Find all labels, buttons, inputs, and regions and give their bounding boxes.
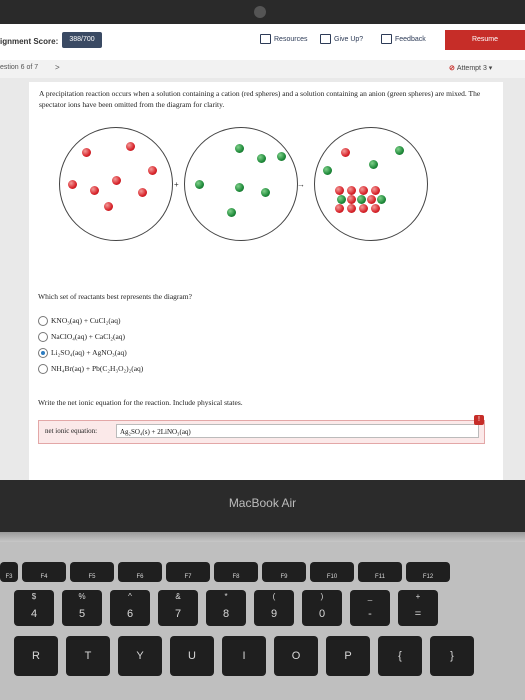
- key-label: 4: [30, 608, 38, 620]
- anion-sphere: [395, 146, 404, 155]
- key-label: F12: [422, 574, 434, 580]
- cation-sphere: [90, 186, 99, 195]
- key-label: F5: [88, 574, 96, 580]
- key-shift-label: ): [320, 592, 324, 601]
- key-label: 5: [78, 608, 86, 620]
- reactant-option[interactable]: [38, 331, 125, 343]
- key-f7[interactable]: [166, 562, 210, 582]
- radio-button-selected[interactable]: [38, 348, 48, 358]
- key-label: F11: [375, 574, 385, 580]
- key-label: F4: [40, 574, 48, 580]
- precipitate-anion: [357, 195, 366, 204]
- key-f6[interactable]: [118, 562, 162, 582]
- score-value: 388/700: [62, 32, 102, 48]
- key-t[interactable]: [66, 636, 110, 676]
- key-y[interactable]: [118, 636, 162, 676]
- laptop-bezel-top: [0, 0, 525, 24]
- feedback-icon: [381, 34, 392, 44]
- key-label: 8: [222, 608, 230, 620]
- cation-sphere: [148, 166, 157, 175]
- key-label: U: [188, 650, 196, 662]
- feedback-label: Feedback: [395, 36, 426, 43]
- key-label: F7: [184, 574, 192, 580]
- cation-sphere: [138, 188, 147, 197]
- give-up-label: Give Up?: [334, 36, 364, 43]
- key-label: F3: [5, 574, 13, 580]
- key-label: O: [291, 650, 301, 662]
- key-f4[interactable]: [22, 562, 66, 582]
- answer-label: net ionic equation:: [45, 427, 98, 435]
- reactant-option[interactable]: [38, 363, 143, 375]
- key-label: F9: [280, 574, 288, 580]
- book-icon: [260, 34, 271, 44]
- question-nav-bar: [0, 60, 525, 78]
- precipitate-cation: [359, 186, 368, 195]
- resources-button[interactable]: [260, 33, 307, 47]
- precipitate-cation: [347, 186, 356, 195]
- key-label: P: [344, 650, 352, 662]
- radio-button[interactable]: [38, 316, 48, 326]
- part2-question: Write the net ionic equation for the reaction. Include physical states.: [38, 398, 243, 407]
- precipitate-cation: [335, 186, 344, 195]
- reaction-arrow: →: [297, 180, 305, 189]
- anion-sphere: [277, 152, 286, 161]
- reactant-option[interactable]: [38, 315, 120, 327]
- top-bar: [0, 24, 525, 61]
- keyboard: [0, 542, 525, 700]
- anion-sphere: [261, 188, 270, 197]
- precipitate-cation: [347, 195, 356, 204]
- key-u[interactable]: [170, 636, 214, 676]
- key-f10[interactable]: [310, 562, 354, 582]
- key-label: R: [32, 650, 40, 662]
- plus-sign: +: [174, 180, 179, 189]
- feedback-button[interactable]: [381, 33, 426, 47]
- option-label: Li₂SO₄(aq) + AgNO₃(aq): [51, 348, 127, 357]
- attempt-label: Attempt 3: [456, 65, 487, 72]
- key-label: F8: [232, 574, 240, 580]
- anion-beaker: [184, 127, 298, 241]
- precipitate-anion: [337, 195, 346, 204]
- no-entry-icon: ⊘: [449, 65, 455, 72]
- option-label: NH₄Br(aq) + Pb(C₂H₃O₂)₂(aq): [51, 364, 144, 373]
- product-beaker: [314, 127, 428, 241]
- key-f12[interactable]: [406, 562, 450, 582]
- key-label: 0: [318, 608, 326, 620]
- precipitate-cation: [367, 195, 376, 204]
- question-prompt: A precipitation reaction occurs when a solution containing a cation (red spheres) and a solution containing an anion (green spheres) are mixed. The spectator ions have been omitted from the diagram for clarity.: [39, 89, 481, 109]
- attempt-dropdown[interactable]: ⊘ Attempt 3 ▾: [449, 65, 493, 72]
- precipitate-cation: [371, 204, 380, 213]
- key-label: T: [84, 650, 92, 662]
- part1-question: Which set of reactants best represents the diagram?: [38, 292, 192, 301]
- resume-button[interactable]: Resume: [445, 30, 525, 50]
- anion-sphere: [235, 144, 244, 153]
- cation-beaker: [59, 127, 173, 241]
- error-icon: !: [474, 415, 484, 425]
- key-shift-label: $: [31, 592, 37, 601]
- key-label: F10: [326, 574, 338, 580]
- key-label: F6: [136, 574, 144, 580]
- key-left-bracket[interactable]: [378, 636, 422, 676]
- anion-sphere: [369, 160, 378, 169]
- flag-icon: [320, 34, 331, 44]
- key-shift-label: %: [78, 592, 86, 601]
- key-f3[interactable]: [0, 562, 18, 582]
- key-f11[interactable]: [358, 562, 402, 582]
- anion-sphere: [195, 180, 204, 189]
- key-4[interactable]: [14, 590, 54, 626]
- answer-area: [38, 420, 485, 444]
- score-label: ignment Score:: [0, 37, 59, 46]
- key-p[interactable]: [326, 636, 370, 676]
- laptop-brand: MacBook Air: [228, 496, 297, 510]
- key-label: 6: [126, 608, 134, 620]
- cation-sphere: [68, 180, 77, 189]
- key-label: =: [414, 608, 422, 620]
- key-shift-label: &: [175, 592, 181, 601]
- anion-sphere: [235, 183, 244, 192]
- precipitate-anion: [377, 195, 386, 204]
- key-label: }: [450, 650, 454, 662]
- precipitate-cation: [359, 204, 368, 213]
- cation-sphere: [82, 148, 91, 157]
- key-7[interactable]: [158, 590, 198, 626]
- anion-sphere: [323, 166, 332, 175]
- key-label: Y: [136, 650, 144, 662]
- camera-icon: [254, 6, 266, 18]
- net-ionic-equation-input[interactable]: Ag₂SO₄(s) + 2LiNO₃(aq): [116, 424, 479, 438]
- cation-sphere: [126, 142, 135, 151]
- anion-sphere: [227, 208, 236, 217]
- key-9[interactable]: [254, 590, 294, 626]
- key-shift-label: *: [224, 592, 228, 601]
- screen: [0, 24, 525, 480]
- cation-sphere: [341, 148, 350, 157]
- key-equals[interactable]: [398, 590, 438, 626]
- question-panel: [29, 82, 503, 480]
- precipitate-cation: [371, 186, 380, 195]
- key-shift-label: ^: [128, 592, 132, 601]
- key-i[interactable]: [222, 636, 266, 676]
- key-5[interactable]: [62, 590, 102, 626]
- precipitate-cation: [335, 204, 344, 213]
- key-f5[interactable]: [70, 562, 114, 582]
- key-label: I: [242, 650, 246, 662]
- laptop-hinge: [0, 532, 525, 542]
- radio-button[interactable]: [38, 364, 48, 374]
- key-shift-label: (: [272, 592, 276, 601]
- key-label: {: [398, 650, 402, 662]
- key-8[interactable]: [206, 590, 246, 626]
- option-label: KNO₃(aq) + CuCl₂(aq): [51, 316, 121, 325]
- key-shift-label: _: [367, 592, 373, 601]
- resources-label: Resources: [274, 36, 308, 43]
- key-minus[interactable]: [350, 590, 390, 626]
- give-up-button[interactable]: [320, 33, 363, 47]
- question-number: estion 6 of 7: [0, 64, 39, 71]
- option-label: NaClO₄(aq) + CaCl₂(aq): [51, 332, 126, 341]
- next-question-button[interactable]: >: [55, 63, 60, 72]
- cation-sphere: [104, 202, 113, 211]
- key-f8[interactable]: [214, 562, 258, 582]
- key-label: -: [368, 608, 372, 620]
- key-right-bracket[interactable]: [430, 636, 474, 676]
- reactant-option-selected[interactable]: [38, 347, 127, 359]
- key-f9[interactable]: [262, 562, 306, 582]
- cation-sphere: [112, 176, 121, 185]
- key-o[interactable]: [274, 636, 318, 676]
- radio-button[interactable]: [38, 332, 48, 342]
- anion-sphere: [257, 154, 266, 163]
- key-0[interactable]: [302, 590, 342, 626]
- key-r[interactable]: [14, 636, 58, 676]
- precipitate-cation: [347, 204, 356, 213]
- key-shift-label: +: [415, 592, 421, 601]
- key-6[interactable]: [110, 590, 150, 626]
- key-label: 9: [270, 608, 278, 620]
- key-label: 7: [174, 608, 182, 620]
